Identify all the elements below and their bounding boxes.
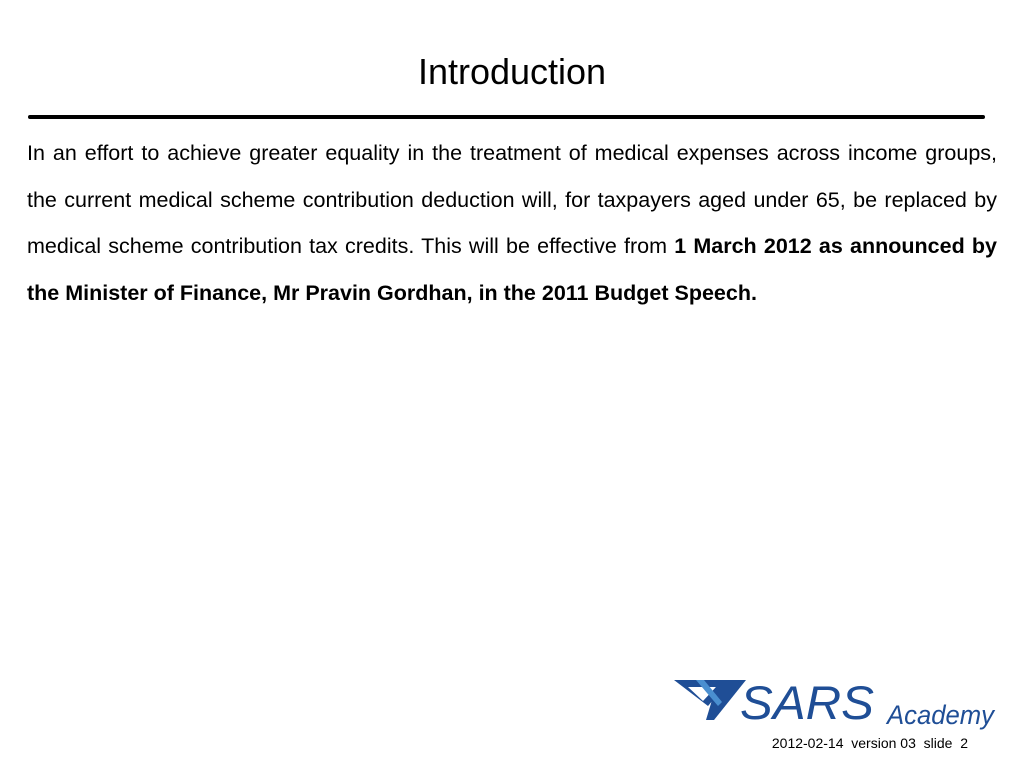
logo-wordmark: SARS — [740, 676, 874, 729]
slide-title: Introduction — [417, 51, 607, 92]
intro-paragraph — [27, 130, 997, 316]
intro-bold-text: 1 March 2012 as announced by the Minister of Finance, Mr Pravin Gordhan, in the 2011 Budget Speech. — [27, 234, 997, 305]
intro-text: In an effort to achieve greater equality in the treatment of medical expenses across income groups, the current medical scheme contribution deduction will, for taxpayers aged under 65, be replaced by medical scheme contribution tax credits. This will be effective from — [27, 141, 997, 258]
sars-swoosh-icon — [674, 680, 746, 720]
slide-footer: 2012-02-14 version 03 slide 2 — [771, 735, 968, 751]
title-divider — [28, 115, 985, 119]
logo-subtitle: Academy — [885, 700, 996, 730]
sars-academy-logo — [672, 676, 996, 732]
